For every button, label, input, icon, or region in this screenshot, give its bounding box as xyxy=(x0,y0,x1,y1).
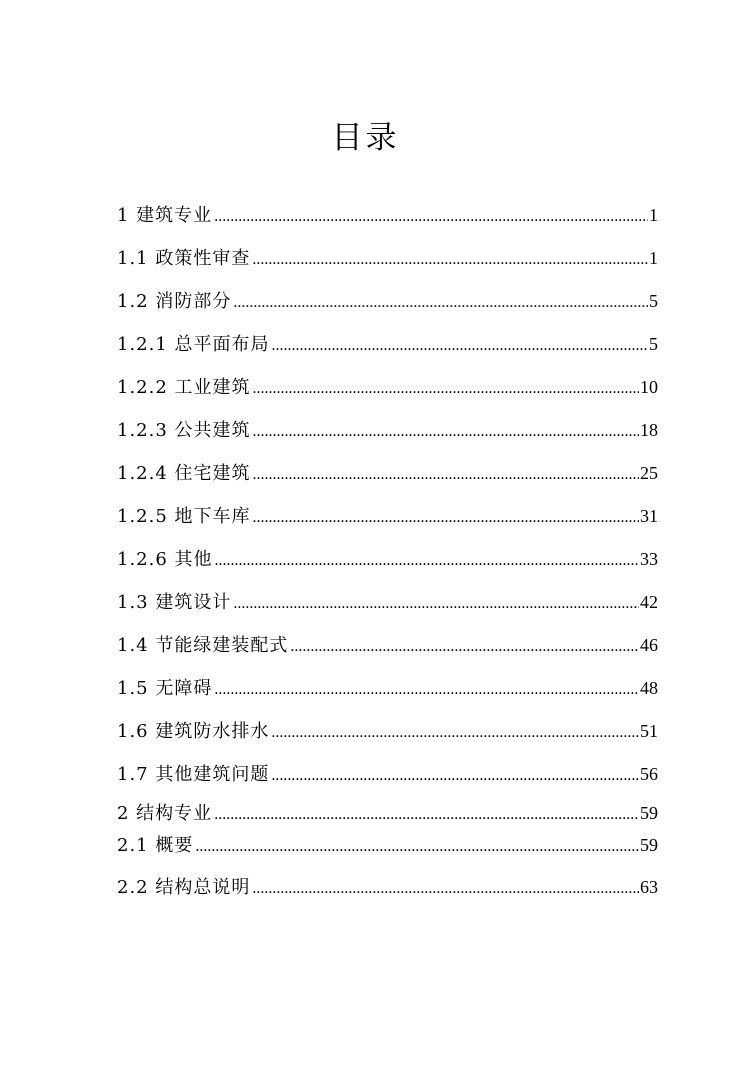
toc-leader-dots xyxy=(253,460,639,490)
toc-entry[interactable] xyxy=(117,329,658,359)
toc-leader-dots xyxy=(271,761,639,791)
toc-entry-label: 1.2.5 地下车库 xyxy=(117,506,251,527)
toc-entry-label: 1.6 建筑防水排水 xyxy=(117,721,270,742)
toc-entry[interactable] xyxy=(117,415,658,445)
toc-entry-label: 2.1 概要 xyxy=(117,835,194,856)
toc-entry-page: 1 xyxy=(649,205,658,225)
toc-leader-dots xyxy=(214,800,639,830)
toc-leader-dots xyxy=(233,589,639,619)
toc-leader-dots xyxy=(252,245,648,275)
toc-entry-label: 1.2.2 工业建筑 xyxy=(117,377,251,398)
toc-entry-label: 2.2 结构总说明 xyxy=(117,877,251,898)
toc-leader-dots xyxy=(252,874,639,904)
toc-entry-page: 51 xyxy=(640,721,658,741)
toc-entry-label: 1.1 政策性审查 xyxy=(117,248,251,269)
toc-leader-dots xyxy=(214,202,648,232)
toc-entry[interactable] xyxy=(117,759,658,789)
toc-entry-page: 42 xyxy=(640,592,658,612)
toc-entry-page: 59 xyxy=(640,835,658,855)
toc-entry-page: 5 xyxy=(649,291,658,311)
toc-entry-label: 1.2 消防部分 xyxy=(117,291,232,312)
toc-entry-page: 25 xyxy=(640,463,658,483)
toc-leader-dots xyxy=(215,546,639,576)
toc-leader-dots xyxy=(253,503,639,533)
toc-entry-page: 63 xyxy=(640,877,658,897)
toc-entry-page: 18 xyxy=(640,420,658,440)
toc-entry[interactable] xyxy=(117,798,658,828)
toc-leader-dots xyxy=(214,675,639,705)
toc-leader-dots xyxy=(253,417,639,447)
toc-leader-dots xyxy=(290,632,639,662)
toc-leader-dots xyxy=(195,832,639,862)
toc-entry[interactable] xyxy=(117,458,658,488)
toc-entry-page: 46 xyxy=(640,635,658,655)
toc-entry-page: 5 xyxy=(649,334,658,354)
toc-entry-page: 56 xyxy=(640,764,658,784)
toc-entry[interactable] xyxy=(117,200,658,230)
toc-entry-label: 1.5 无障碍 xyxy=(117,678,213,699)
toc-entry[interactable] xyxy=(117,872,658,902)
toc-entry-label: 1.2.4 住宅建筑 xyxy=(117,463,251,484)
toc-entry-page: 10 xyxy=(640,377,658,397)
toc-entry[interactable] xyxy=(117,716,658,746)
toc-entry-label: 1.2.1 总平面布局 xyxy=(117,334,270,355)
toc-entry-label: 1.2.3 公共建筑 xyxy=(117,420,251,441)
toc-entry[interactable] xyxy=(117,286,658,316)
toc-entry-label: 1.7 其他建筑问题 xyxy=(117,764,270,785)
toc-entry-page: 48 xyxy=(640,678,658,698)
toc-entry[interactable] xyxy=(117,243,658,273)
toc-entry-label: 2 结构专业 xyxy=(117,803,213,824)
toc-leader-dots xyxy=(272,331,648,361)
toc-entry-label: 1.3 建筑设计 xyxy=(117,592,232,613)
toc-entry-label: 1.4 节能绿建装配式 xyxy=(117,635,289,656)
toc-leader-dots xyxy=(233,288,648,318)
toc-entry[interactable] xyxy=(117,544,658,574)
toc-entry-page: 1 xyxy=(649,248,658,268)
toc-entry[interactable] xyxy=(117,372,658,402)
toc-entry-label: 1.2.6 其他 xyxy=(117,549,213,570)
toc-entry[interactable] xyxy=(117,501,658,531)
toc-entry-label: 1 建筑专业 xyxy=(117,205,213,226)
toc-entry[interactable] xyxy=(117,830,658,860)
toc-leader-dots xyxy=(253,374,639,404)
toc-entry[interactable] xyxy=(117,630,658,660)
toc-leader-dots xyxy=(271,718,639,748)
toc-entry-page: 33 xyxy=(640,549,658,569)
toc-entry-page: 59 xyxy=(640,803,658,823)
toc-title: 目录 xyxy=(331,120,400,156)
toc-entry[interactable] xyxy=(117,587,658,617)
toc-entry-page: 31 xyxy=(640,506,658,526)
toc-entry[interactable] xyxy=(117,673,658,703)
